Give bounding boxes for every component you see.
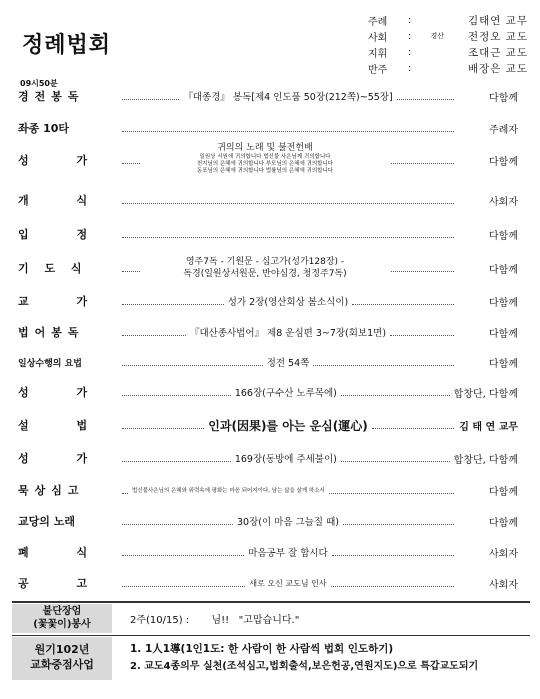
page-title: 정례법회	[22, 32, 112, 58]
row-performer: 사회자	[489, 579, 518, 591]
program-row	[18, 575, 518, 591]
row-performer: 다함께	[489, 264, 518, 276]
row-label: 교 가	[18, 295, 110, 308]
dot-leader	[122, 93, 179, 100]
row-performer: 사회자	[489, 548, 518, 560]
colon: :	[408, 62, 412, 74]
dot-leader	[122, 389, 231, 396]
staff-role: 반주	[368, 64, 388, 76]
focus-item: 1. 1人1導(1인1도: 한 사람이 한 사람씩 법회 인도하기)	[130, 643, 394, 655]
heading-line: 교화중점사업	[30, 657, 94, 671]
program-row	[18, 482, 518, 498]
row-content: 『대산종사법어』 제8 운심편 3~7장(회보1면)	[189, 328, 387, 339]
staff-role: 지휘	[368, 48, 388, 60]
program-row	[18, 120, 518, 136]
program-row	[18, 192, 518, 208]
heading-line: 불단장엄	[42, 605, 82, 617]
row-content: 30장(이 마음 그늘질 때)	[237, 517, 339, 528]
dot-leader	[122, 125, 454, 132]
flower-service-row	[12, 604, 530, 632]
row-performer: 다함께	[489, 358, 519, 370]
dot-leader	[372, 422, 454, 429]
row-label: 폐 식	[18, 546, 110, 559]
dot-leader	[397, 93, 454, 100]
dot-leader	[341, 455, 450, 462]
row-content: 법신불사은님의 은혜와 위력속에 평화는 마음 되어지이다, 남는 삶을 살게 하소서	[132, 488, 325, 494]
staff-list	[368, 12, 528, 76]
program-row	[18, 544, 518, 560]
row-performer: 주례자	[489, 124, 518, 136]
heading-line: 원기102년	[34, 642, 90, 656]
row-performer: 다함께	[489, 92, 519, 104]
row-performer: 합창단, 다함께	[453, 388, 518, 400]
row-label: 좌종 10타	[18, 122, 70, 135]
row-content-block	[140, 142, 390, 175]
colon: :	[408, 30, 412, 42]
colon: :	[408, 46, 412, 58]
heading-line: (꽃꽃이)봉사	[33, 618, 91, 630]
staff-row	[368, 28, 528, 44]
program-row	[18, 513, 518, 529]
dot-leader	[122, 455, 231, 462]
row-label: 입 정	[18, 228, 110, 241]
sermon-title: 인과(因果)를 아는 운심(運心)	[208, 418, 368, 433]
dot-leader	[343, 518, 454, 525]
row-content: 마음공부 잘 합시다	[248, 548, 328, 559]
row-label: 개 식	[18, 194, 110, 207]
row-label: 법어봉독	[18, 326, 85, 339]
row-content-line: 독경(일원상서원문, 반야심경, 청정주7독)	[183, 269, 347, 279]
dot-leader	[122, 197, 454, 204]
row-label: 교당의 노래	[18, 515, 75, 528]
dot-leader	[329, 487, 454, 494]
row-label: 공 고	[18, 577, 110, 590]
focus-project-list	[112, 641, 478, 675]
staff-role: 사회	[368, 32, 388, 44]
program-row	[18, 354, 518, 370]
row-content: 『대종경』 봉독[제4 인도품 50장(212쪽)~55장]	[183, 92, 393, 103]
staff-row	[368, 60, 528, 76]
flower-service-note: 2주(10/15) : 님!! "고맙습니다."	[130, 614, 300, 626]
dot-leader	[122, 580, 245, 587]
dot-leader	[122, 422, 204, 429]
staff-row	[368, 12, 528, 28]
dot-leader	[313, 359, 454, 366]
row-performer: 김 태 연 교무	[459, 421, 519, 433]
row-label: 성 가	[18, 452, 110, 465]
staff-role: 주례	[368, 16, 388, 28]
row-label: 일상수행의 요법	[18, 358, 82, 369]
row-label: 성 가	[18, 386, 110, 399]
row-label: 설 법	[18, 419, 110, 432]
program-row	[18, 450, 518, 466]
row-content: 169장(동방에 주세불이)	[234, 454, 337, 465]
staff-name: 배장은 교도	[467, 62, 528, 75]
dot-leader	[390, 329, 454, 336]
dot-leader	[122, 359, 263, 366]
row-content: 새로 오신 교도님 인사	[249, 578, 327, 588]
row-performer: 다함께	[489, 297, 519, 309]
row-performer: 다함께	[489, 230, 518, 242]
program-row	[18, 226, 518, 242]
program-row	[18, 88, 518, 104]
dot-leader	[122, 549, 244, 556]
dot-leader	[332, 549, 454, 556]
row-content-line: 동포님의 은혜에 귀의합니다 법률님의 은혜에 귀의합니다	[196, 168, 334, 174]
program-row	[18, 416, 518, 434]
focus-project-row	[12, 638, 530, 678]
staff-row	[368, 44, 528, 60]
row-label: 경전봉독	[18, 90, 85, 103]
staff-name: 전정오 교도	[467, 30, 528, 43]
dot-leader	[341, 389, 450, 396]
row-performer: 사회자	[489, 196, 518, 208]
row-content-line: 일원상 서원에 귀의합니다 법신불 사은님께 귀의합니다	[199, 154, 331, 160]
row-content-line: 천지님의 은혜에 귀의합니다 부모님의 은혜에 귀의합니다	[196, 161, 334, 167]
staff-name: 조대근 교도	[467, 46, 528, 59]
staff-prefix: 경산	[430, 32, 444, 40]
dot-leader	[122, 518, 233, 525]
row-performer: 합창단, 다함께	[453, 454, 518, 466]
focus-item: 2. 교도4종의무 실천(조석심고,법회출석,보은헌공,연원지도)으로 특갑교도되기	[130, 661, 479, 672]
program-row	[18, 293, 518, 309]
row-content: 166장(구수산 노루목에)	[234, 388, 337, 399]
row-performer: 다함께	[489, 517, 519, 529]
row-performer: 다함께	[489, 328, 518, 340]
program-row	[18, 324, 518, 340]
row-label: 묵상심고	[18, 484, 85, 497]
dot-leader	[331, 580, 454, 587]
flower-service-heading	[12, 604, 112, 633]
focus-project-heading	[12, 637, 112, 680]
row-label: 기 도 식	[18, 262, 88, 275]
row-label: 성 가	[18, 154, 110, 167]
dot-leader	[352, 298, 454, 305]
row-content-line: 영주7독 - 기원문 - 심고가(성가128장) -	[185, 257, 345, 267]
row-content-line: 귀의의 노래 및 불전헌배	[217, 143, 313, 153]
dot-leader	[122, 487, 128, 494]
program-row	[18, 384, 518, 400]
row-performer: 다함께	[489, 486, 518, 498]
colon: :	[408, 14, 412, 26]
row-content-block	[140, 256, 390, 280]
row-content: 정전 54쪽	[266, 358, 310, 369]
staff-name: 김태연 교무	[467, 14, 528, 27]
dot-leader	[122, 329, 186, 336]
start-time: 09시50분	[20, 79, 58, 88]
dot-leader	[122, 298, 224, 305]
dot-leader	[122, 231, 454, 238]
row-performer: 다함께	[489, 156, 518, 168]
row-content: 성가 2장(영산회상 봄소식이)	[227, 297, 349, 308]
